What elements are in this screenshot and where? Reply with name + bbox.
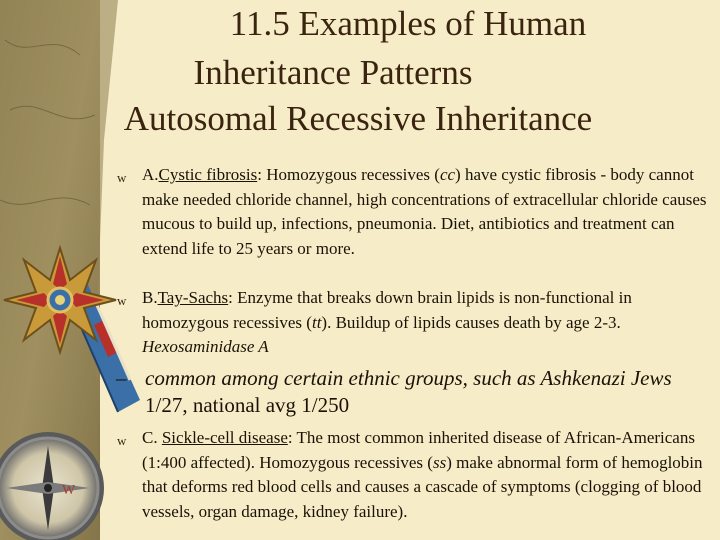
section-heading: Autosomal Recessive Inheritance xyxy=(123,99,593,138)
bullet-text: ) make abnormal form of hemoglobin that deforms red blood cells and causes a cascade of symptoms (clogging of blood vessels, organ damage, kidney failure). xyxy=(142,452,703,521)
bullet-marker-icon: w xyxy=(117,433,127,448)
bullet-text: ) have cystic fibrosis - body cannot make needed chloride channel, high concentrations of extracellular chloride causes mucous to build up, infections, pneumonia. Diet, antibiotics and treatment can extend life to 25 years or more. xyxy=(142,165,707,258)
disease-term: Sickle-cell disease xyxy=(161,428,288,447)
genotype: ss xyxy=(432,452,447,472)
page-title: 11.5 Examples of Human xyxy=(229,4,587,43)
genotype: tt xyxy=(311,312,322,332)
bullet-text: : The most common inherited disease of African-Americans (1:400 affected). Homozygous recessives ( xyxy=(142,428,695,472)
bullet-prefix: C. xyxy=(142,428,162,447)
sub-bullet-ashkenazi xyxy=(116,365,705,419)
bullet-marker-icon: w xyxy=(117,170,127,185)
disease-term: Cystic fibrosis xyxy=(158,165,258,184)
bullet-text: ). Buildup of lipids causes death by age 2-3. xyxy=(321,312,621,332)
enzyme-name: Hexosaminidase A xyxy=(142,337,269,357)
bullet-tay-sachs xyxy=(117,286,707,360)
page-title-line-2: Inheritance Patterns xyxy=(193,53,473,92)
bullet-cystic-fibrosis xyxy=(117,163,707,261)
bullet-text: : Enzyme that breaks down brain lipids is non-functional in homozygous recessives ( xyxy=(142,288,632,332)
bullet-text: : Homozygous recessives ( xyxy=(257,165,440,184)
sub-bullet-italic-text: common among certain ethnic groups, such as Ashkenazi Jews xyxy=(145,366,672,390)
bullet-prefix: B. xyxy=(142,288,158,307)
dash-marker: – xyxy=(116,366,127,390)
genotype: cc xyxy=(439,165,456,184)
disease-term: Tay-Sachs xyxy=(157,288,229,307)
bullet-sickle-cell xyxy=(117,426,707,524)
svg-text:W: W xyxy=(62,483,76,498)
bullet-marker-icon: w xyxy=(117,293,127,308)
bullet-prefix: A. xyxy=(142,165,159,184)
sub-bullet-text: 1/27, national avg 1/250 xyxy=(145,393,350,417)
